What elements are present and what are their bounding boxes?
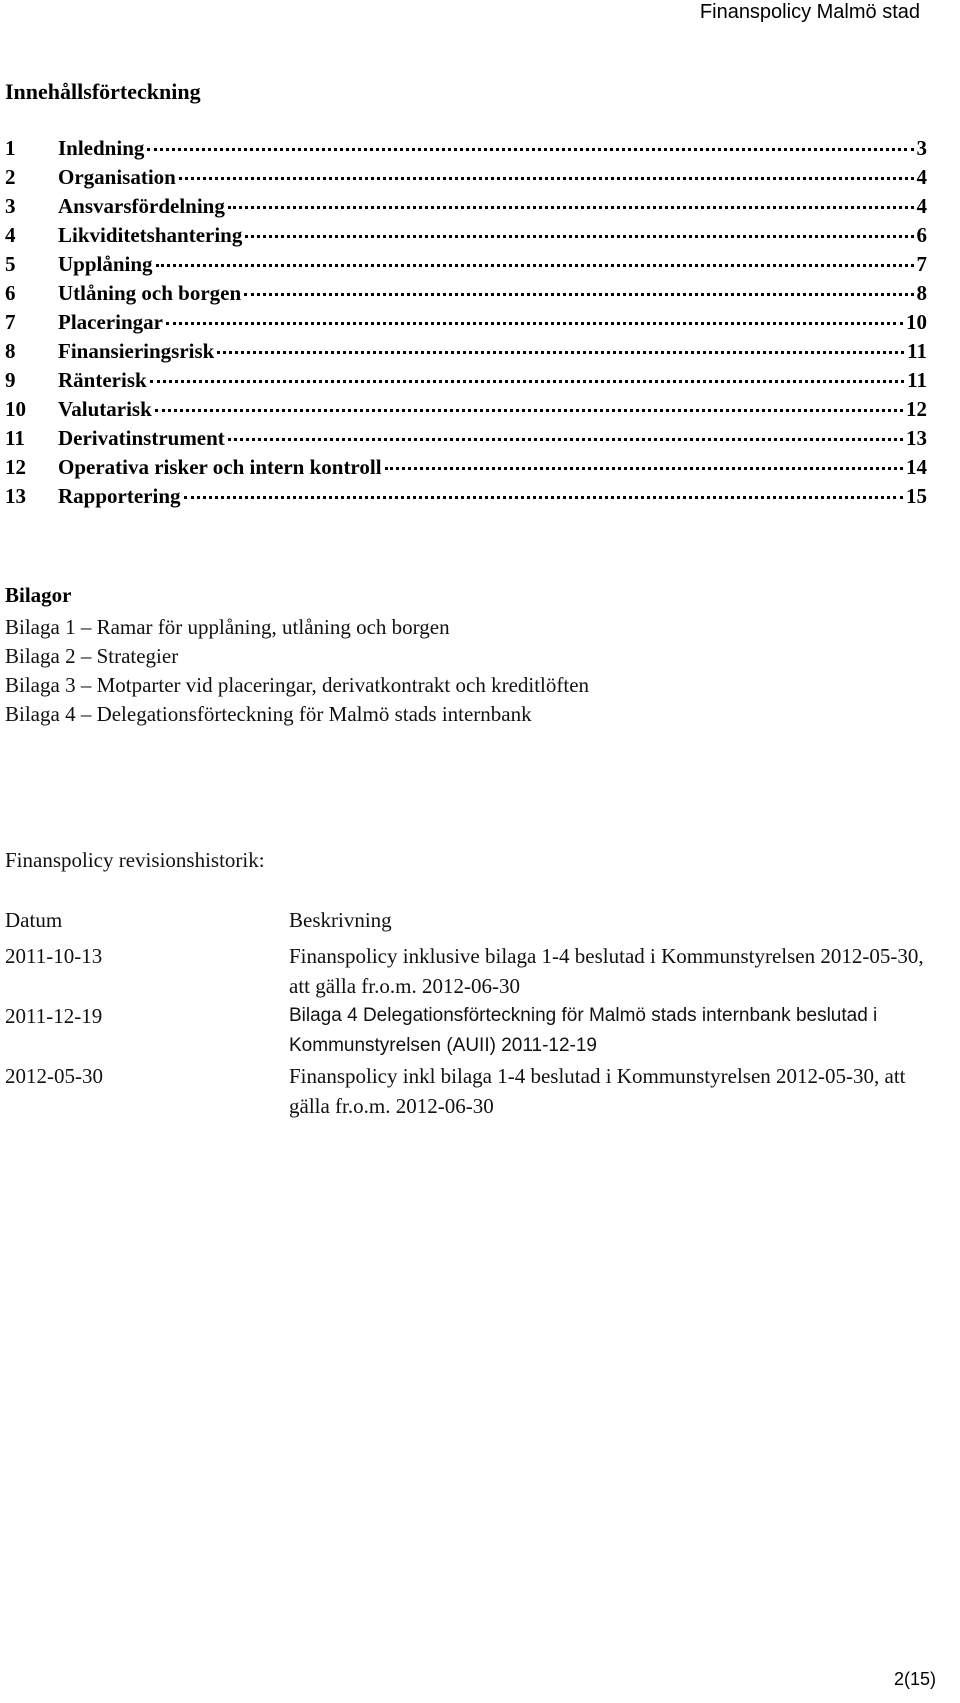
appendix-item: Bilaga 2 – Strategier [5,644,179,668]
toc-entry-2[interactable] [5,165,927,194]
revision-date: 2011-10-13 [5,944,103,968]
toc-number: 1 [5,136,16,160]
toc-entry-5[interactable] [5,252,927,281]
toc-number: 3 [5,194,16,218]
toc-leader [244,293,913,296]
revision-description: Bilaga 4 Delegationsförteckning för Malmö stads internbank beslutad i Kommunstyrelsen (AUII) 2011-12-19 [289,1005,878,1056]
appendix-item: Bilaga 1 – Ramar för upplåning, utlåning och borgen [5,615,450,639]
toc-entry-7[interactable] [5,310,927,339]
table-row [5,941,927,1001]
toc-page: 8 [916,281,927,305]
toc-page: 7 [916,252,927,276]
toc-title: Placeringar [58,310,163,334]
toc-page: 15 [906,484,927,508]
table-of-contents [5,136,927,513]
toc-number: 5 [5,252,16,276]
toc-title: Operativa risker och intern kontroll [58,455,382,479]
toc-entry-13[interactable] [5,484,927,513]
toc-page: 13 [906,426,927,450]
toc-page: 6 [916,223,927,247]
toc-number: 4 [5,223,16,247]
toc-leader [228,438,903,441]
revision-description: Finanspolicy inkl bilaga 1-4 beslutad i Kommunstyrelsen 2012-05-30, att gälla fr.o.m. 2012-06-30 [289,1064,906,1118]
toc-leader [184,496,904,499]
toc-leader [155,409,903,412]
revision-date: 2012-05-30 [5,1064,103,1088]
toc-page: 11 [907,368,927,392]
toc-title: Valutarisk [58,397,152,421]
table-row [5,1061,927,1121]
table-row [5,1001,927,1061]
revision-date: 2011-12-19 [5,1004,103,1028]
toc-title: Ränterisk [58,368,147,392]
toc-page: 14 [906,455,927,479]
toc-title: Rapportering [58,484,181,508]
toc-page: 3 [916,136,927,160]
toc-title: Utlåning och borgen [58,281,242,305]
column-header-description: Beskrivning [289,908,392,932]
toc-page: 10 [906,310,927,334]
toc-number: 10 [5,397,26,421]
toc-entry-10[interactable] [5,397,927,426]
revision-history-title: Finanspolicy revisionshistorik: [5,848,265,872]
toc-page: 4 [916,194,927,218]
toc-title: Inledning [58,136,145,160]
toc-entry-11[interactable] [5,426,927,455]
toc-entry-8[interactable] [5,339,927,368]
toc-number: 6 [5,281,16,305]
toc-leader [150,380,904,383]
toc-heading: Innehållsförteckning [5,79,201,104]
toc-entry-12[interactable] [5,455,927,484]
toc-leader [147,148,913,151]
toc-page: 4 [916,165,927,189]
toc-page: 11 [907,339,927,363]
appendix-heading: Bilagor [5,583,72,607]
toc-title: Ansvarsfördelning [58,194,225,218]
header-title: Finanspolicy Malmö stad [699,1,920,23]
toc-number: 7 [5,310,16,334]
page-number: 2(15) [893,1669,936,1689]
appendix-item: Bilaga 3 – Motparter vid placeringar, derivatkontrakt och kreditlöften [5,673,590,697]
toc-title: Likviditetshantering [58,223,243,247]
column-header-date: Datum [5,908,63,932]
appendix-item: Bilaga 4 – Delegationsförteckning för Malmö stads internbank [5,702,532,726]
toc-leader [228,206,914,209]
toc-entry-4[interactable] [5,223,927,252]
toc-entry-6[interactable] [5,281,927,310]
toc-title: Finansieringsrisk [58,339,215,363]
revision-history-table [5,905,927,1121]
toc-leader [385,467,903,470]
toc-leader [156,264,914,267]
toc-page: 12 [906,397,927,421]
toc-entry-1[interactable] [5,136,927,165]
toc-leader [245,235,913,238]
toc-number: 13 [5,484,26,508]
toc-entry-9[interactable] [5,368,927,397]
toc-title: Derivatinstrument [58,426,225,450]
revision-header-row [5,905,927,941]
appendix-list [5,583,589,731]
toc-number: 8 [5,339,16,363]
toc-title: Upplåning [58,252,153,276]
toc-number: 2 [5,165,16,189]
toc-entry-3[interactable] [5,194,927,223]
toc-number: 12 [5,455,26,479]
toc-number: 11 [5,426,25,450]
toc-title: Organisation [58,165,176,189]
toc-number: 9 [5,368,16,392]
toc-leader [166,322,903,325]
revision-description: Finanspolicy inklusive bilaga 1-4 beslutad i Kommunstyrelsen 2012-05-30, att gälla fr.o.m. 2012-06-30 [289,944,924,998]
toc-leader [217,351,904,354]
toc-leader [179,177,914,180]
